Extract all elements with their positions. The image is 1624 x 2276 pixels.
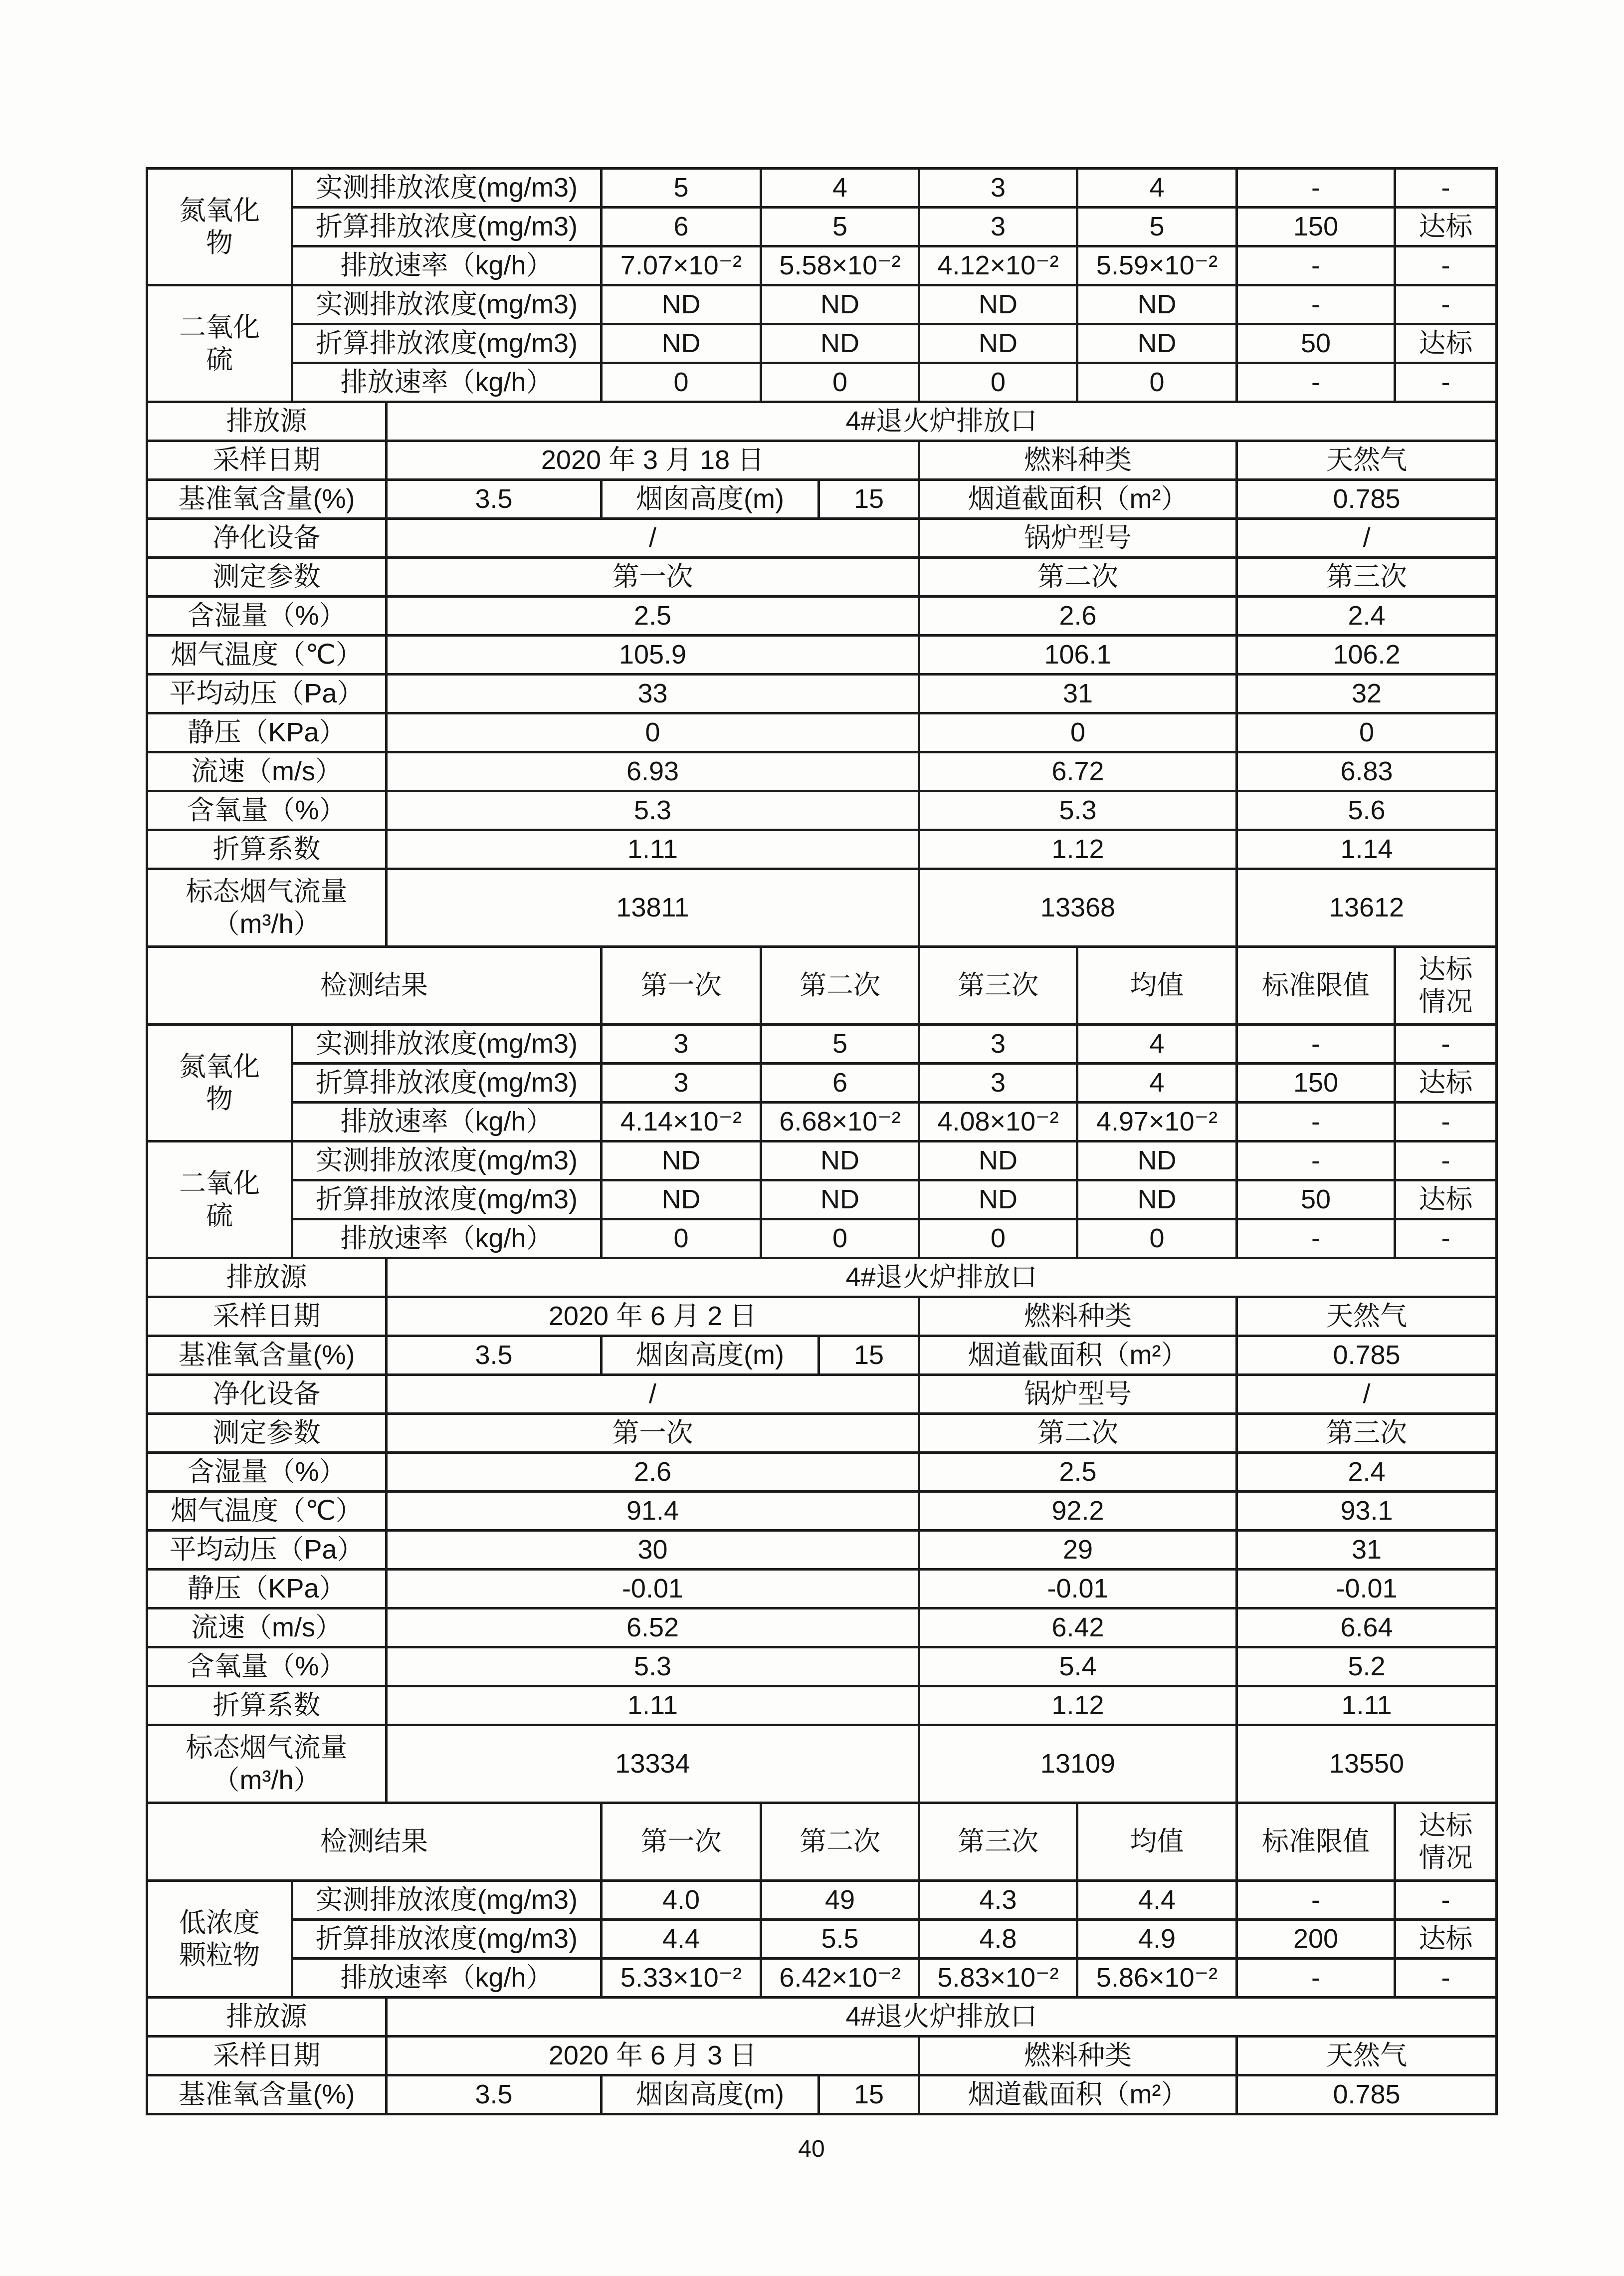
mean-value: 0 [1077,1219,1237,1258]
boiler-model-label: 锅炉型号 [919,519,1237,558]
purification-equipment-label: 净化设备 [147,1375,387,1414]
third-run-value: 3 [919,1025,1077,1064]
third-run-value: 3 [919,169,1077,208]
sampling-date-label: 采样日期 [147,2037,387,2075]
measurement-parameter: 流速（m/s） [147,1608,387,1647]
boiler-model-value: / [1237,1375,1497,1414]
measurement-parameters-label: 测定参数 [147,558,387,597]
compliance-status: - [1395,169,1497,208]
standard-limit-value: 50 [1237,324,1395,363]
first-run-value: 0 [602,1219,761,1258]
second-run-value: 31 [919,675,1237,713]
third-run-value: 1.11 [1237,1686,1497,1725]
fuel-type-value: 天然气 [1237,2037,1497,2075]
second-run-value: 6.72 [919,752,1237,791]
standard-limit-value: 50 [1237,1180,1395,1219]
measurement-row [147,830,1497,869]
second-run-value: 92.2 [919,1492,1237,1531]
second-run-value: 0 [919,713,1237,752]
compliance-header [1395,947,1497,1025]
second-run-value: 2.5 [919,1453,1237,1492]
stack-height-value: 15 [819,2075,919,2114]
pollutant-label [147,169,292,285]
third-run-value: 4.3 [919,1881,1077,1920]
emission-source-value: 4#退火炉排放口 [387,402,1497,441]
standard-limit-value: 150 [1237,208,1395,246]
third-run-value: 4.12×10⁻² [919,246,1077,285]
first-run-header: 第一次 [602,1803,761,1881]
result-parameter: 排放速率（kg/h） [292,1219,602,1258]
reference-oxygen-value: 3.5 [387,2075,602,2114]
measurement-parameter: 折算系数 [147,830,387,869]
second-run-value: 0 [761,1219,919,1258]
first-run-header: 第一次 [602,947,761,1025]
standard-limit-value: 200 [1237,1920,1395,1959]
first-run-value: 13334 [387,1725,919,1803]
report-page [146,167,1495,2163]
mean-header: 均值 [1077,1803,1237,1881]
emission-source-label: 排放源 [147,1998,387,2037]
result-parameter: 排放速率（kg/h） [292,246,602,285]
compliance-status: - [1395,1881,1497,1920]
purification-row [147,519,1497,558]
first-run-value: 4.14×10⁻² [602,1103,761,1141]
emission-source-label: 排放源 [147,1258,387,1297]
compliance-status: - [1395,285,1497,324]
first-run-value: 5.3 [387,791,919,830]
second-run-value: 1.12 [919,1686,1237,1725]
standard-limit-value: - [1237,169,1395,208]
reference-oxygen-value: 3.5 [387,480,602,519]
mean-value: 5.59×10⁻² [1077,246,1237,285]
reference-oxygen-value: 3.5 [387,1336,602,1375]
measurement-row [147,1531,1497,1570]
third-run-value: 2.4 [1237,597,1497,636]
measurement-row [147,1647,1497,1686]
second-run-value: 6.42×10⁻² [761,1959,919,1998]
third-run-value: 32 [1237,675,1497,713]
first-run-value: 1.11 [387,1686,919,1725]
compliance-status: - [1395,1025,1497,1064]
second-run-value: 13109 [919,1725,1237,1803]
sampling-date-row [147,1297,1497,1336]
measurement-parameter: 折算系数 [147,1686,387,1725]
second-run-value: 5.3 [919,791,1237,830]
pollutant-result-row [147,1920,1497,1959]
measurement-parameter: 流速（m/s） [147,752,387,791]
third-run-value: 3 [919,1064,1077,1103]
reference-oxygen-label: 基准氧含量(%) [147,2075,387,2114]
measurement-parameter: 烟气温度（℃） [147,1492,387,1531]
compliance-status: - [1395,363,1497,402]
third-run-header: 第三次 [919,1803,1077,1881]
stack-height-label: 烟囱高度(m) [602,2075,819,2114]
boiler-model-label: 锅炉型号 [919,1375,1237,1414]
pollutant-label-text: 低浓度颗粒物 [179,1907,260,1970]
compliance-status: - [1395,1103,1497,1141]
measurement-parameter: 静压（KPa） [147,1570,387,1608]
measurement-parameter: 含湿量（%） [147,1453,387,1492]
reference-oxygen-row [147,2075,1497,2114]
pollutant-result-row [147,324,1497,363]
mean-value: ND [1077,1180,1237,1219]
emission-monitoring-table [146,167,1498,2115]
result-parameter: 折算排放浓度(mg/m3) [292,1920,602,1959]
result-parameter: 排放速率（kg/h） [292,1103,602,1141]
measurement-parameter: 平均动压（Pa） [147,675,387,713]
flue-area-value: 0.785 [1237,480,1497,519]
first-run-value: 0 [387,713,919,752]
measurement-parameter [147,1725,387,1803]
third-run-value: 0 [1237,713,1497,752]
flue-area-value: 0.785 [1237,2075,1497,2114]
standard-limit-value: - [1237,1141,1395,1180]
standard-limit-value: - [1237,1103,1395,1141]
second-run-value: 5 [761,1025,919,1064]
measurement-row [147,1608,1497,1647]
second-run-value: 0 [761,363,919,402]
first-run-value: 4.0 [602,1881,761,1920]
second-run-value: 6 [761,1064,919,1103]
compliance-status: 达标 [1395,1064,1497,1103]
measurement-row [147,1453,1497,1492]
first-run-value: ND [602,324,761,363]
third-run-value: 0 [919,363,1077,402]
result-parameter: 实测排放浓度(mg/m3) [292,1141,602,1180]
second-run-value: 106.1 [919,636,1237,675]
second-run-value: 1.12 [919,830,1237,869]
reference-oxygen-label: 基准氧含量(%) [147,1336,387,1375]
second-run-header: 第二次 [919,558,1237,597]
mean-header: 均值 [1077,947,1237,1025]
third-run-value: 13550 [1237,1725,1497,1803]
compliance-header-text: 达标情况 [1419,1810,1473,1873]
measurement-parameter: 烟气温度（℃） [147,636,387,675]
third-run-value: 106.2 [1237,636,1497,675]
second-run-value: ND [761,1180,919,1219]
compliance-status: - [1395,246,1497,285]
pollutant-label [147,1881,292,1998]
measurement-parameter-text: 标态烟气流量（m³/h） [186,876,348,939]
mean-value: 4.4 [1077,1881,1237,1920]
first-run-value: 0 [602,363,761,402]
pollutant-label [147,1141,292,1258]
result-parameter: 实测排放浓度(mg/m3) [292,1881,602,1920]
first-run-value: 4.4 [602,1920,761,1959]
second-run-value: 6.68×10⁻² [761,1103,919,1141]
mean-value: 4 [1077,1025,1237,1064]
compliance-header-text: 达标情况 [1419,954,1473,1017]
results-header-row [147,1803,1497,1881]
reference-oxygen-row [147,1336,1497,1375]
measurement-parameter: 含湿量（%） [147,597,387,636]
mean-value: 4 [1077,169,1237,208]
standard-limit-value: - [1237,363,1395,402]
pollutant-result-row [147,1959,1497,1998]
first-run-value: 30 [387,1531,919,1570]
mean-value: ND [1077,1141,1237,1180]
measurement-row [147,1686,1497,1725]
compliance-header [1395,1803,1497,1881]
measurement-row [147,752,1497,791]
measurement-row [147,597,1497,636]
first-run-value: 2.5 [387,597,919,636]
purification-equipment-value: / [387,519,919,558]
fuel-type-value: 天然气 [1237,441,1497,480]
second-run-value: ND [761,1141,919,1180]
results-header-label: 检测结果 [147,947,602,1025]
measurement-row [147,1570,1497,1608]
purification-row [147,1375,1497,1414]
stack-height-label: 烟囱高度(m) [602,480,819,519]
measurement-parameter: 含氧量（%） [147,791,387,830]
second-run-value: 6.42 [919,1608,1237,1647]
standard-limit-value: - [1237,1881,1395,1920]
first-run-value: 33 [387,675,919,713]
flue-area-value: 0.785 [1237,1336,1497,1375]
page-number: 40 [798,2136,825,2162]
measurement-parameter: 平均动压（Pa） [147,1531,387,1570]
results-header-label: 检测结果 [147,1803,602,1881]
sampling-date-value: 2020 年 6 月 2 日 [387,1297,919,1336]
mean-value: 5 [1077,208,1237,246]
first-run-value: 6.52 [387,1608,919,1647]
stack-height-value: 15 [819,480,919,519]
third-run-value: 4.8 [919,1920,1077,1959]
fuel-type-label: 燃料种类 [919,1297,1237,1336]
mean-value: 5.86×10⁻² [1077,1959,1237,1998]
result-parameter: 实测排放浓度(mg/m3) [292,285,602,324]
second-run-value: 5.4 [919,1647,1237,1686]
first-run-value: 91.4 [387,1492,919,1531]
first-run-value: -0.01 [387,1570,919,1608]
first-run-value: 6.93 [387,752,919,791]
reference-oxygen-label: 基准氧含量(%) [147,480,387,519]
mean-value: 4.9 [1077,1920,1237,1959]
pollutant-result-row [147,285,1497,324]
pollutant-result-row [147,1064,1497,1103]
first-run-value: ND [602,1141,761,1180]
second-run-value: 13368 [919,869,1237,947]
reference-oxygen-row [147,480,1497,519]
third-run-value: 0 [919,1219,1077,1258]
purification-equipment-label: 净化设备 [147,519,387,558]
sampling-date-row [147,2037,1497,2075]
third-run-value: 31 [1237,1531,1497,1570]
measurement-row [147,869,1497,947]
standard-limit-value: 150 [1237,1064,1395,1103]
measurement-row [147,791,1497,830]
third-run-header: 第三次 [919,947,1077,1025]
flue-area-label: 烟道截面积（m²） [919,2075,1237,2114]
measurement-row [147,675,1497,713]
second-run-value: ND [761,285,919,324]
third-run-value: 6.64 [1237,1608,1497,1647]
standard-limit-value: - [1237,1959,1395,1998]
result-parameter: 实测排放浓度(mg/m3) [292,169,602,208]
second-run-header: 第二次 [761,947,919,1025]
standard-limit-header: 标准限值 [1237,1803,1395,1881]
measurement-parameters-label: 测定参数 [147,1414,387,1453]
fuel-type-label: 燃料种类 [919,2037,1237,2075]
measurement-row [147,1492,1497,1531]
boiler-model-value: / [1237,519,1497,558]
stack-height-label: 烟囱高度(m) [602,1336,819,1375]
third-run-value: 5.2 [1237,1647,1497,1686]
first-run-header: 第一次 [387,558,919,597]
emission-source-row [147,1998,1497,2037]
second-run-header: 第二次 [761,1803,919,1881]
standard-limit-value: - [1237,1219,1395,1258]
first-run-value: 13811 [387,869,919,947]
third-run-value: ND [919,324,1077,363]
sampling-date-value: 2020 年 3 月 18 日 [387,441,919,480]
second-run-value: 5.58×10⁻² [761,246,919,285]
compliance-status: 达标 [1395,208,1497,246]
third-run-value: 13612 [1237,869,1497,947]
third-run-value: ND [919,285,1077,324]
first-run-value: 5.3 [387,1647,919,1686]
pollutant-result-row [147,1025,1497,1064]
third-run-value: 4.08×10⁻² [919,1103,1077,1141]
pollutant-result-row [147,169,1497,208]
pollutant-result-row [147,1103,1497,1141]
measurement-parameter: 含氧量（%） [147,1647,387,1686]
emission-source-row [147,1258,1497,1297]
measurement-parameter [147,869,387,947]
pollutant-result-row [147,363,1497,402]
pollutant-label [147,285,292,402]
emission-source-value: 4#退火炉排放口 [387,1998,1497,2037]
pollutant-label-text: 二氧化硫 [179,312,260,375]
purification-equipment-value: / [387,1375,919,1414]
sampling-date-row [147,441,1497,480]
second-run-value: 4 [761,169,919,208]
third-run-header: 第三次 [1237,558,1497,597]
standard-limit-header: 标准限值 [1237,947,1395,1025]
measurement-header-row [147,1414,1497,1453]
mean-value: ND [1077,324,1237,363]
measurement-parameter-text: 标态烟气流量（m³/h） [186,1732,348,1795]
pollutant-result-row [147,1141,1497,1180]
first-run-value: ND [602,285,761,324]
mean-value: ND [1077,285,1237,324]
result-parameter: 折算排放浓度(mg/m3) [292,208,602,246]
first-run-value: 3 [602,1064,761,1103]
mean-value: 4 [1077,1064,1237,1103]
third-run-value: 1.14 [1237,830,1497,869]
second-run-header: 第二次 [919,1414,1237,1453]
measurement-row [147,713,1497,752]
second-run-value: 2.6 [919,597,1237,636]
pollutant-label [147,1025,292,1141]
first-run-value: 5.33×10⁻² [602,1959,761,1998]
first-run-value: 5 [602,169,761,208]
standard-limit-value: - [1237,1025,1395,1064]
fuel-type-value: 天然气 [1237,1297,1497,1336]
third-run-value: 93.1 [1237,1492,1497,1531]
sampling-date-label: 采样日期 [147,1297,387,1336]
first-run-header: 第一次 [387,1414,919,1453]
pollutant-label-text: 二氧化硫 [179,1168,260,1231]
measurement-row [147,636,1497,675]
emission-source-row [147,402,1497,441]
first-run-value: 1.11 [387,830,919,869]
standard-limit-value: - [1237,246,1395,285]
second-run-value: 49 [761,1881,919,1920]
compliance-status: 达标 [1395,1180,1497,1219]
result-parameter: 实测排放浓度(mg/m3) [292,1025,602,1064]
result-parameter: 折算排放浓度(mg/m3) [292,1180,602,1219]
measurement-header-row [147,558,1497,597]
flue-area-label: 烟道截面积（m²） [919,480,1237,519]
first-run-value: 3 [602,1025,761,1064]
emission-source-value: 4#退火炉排放口 [387,1258,1497,1297]
sampling-date-value: 2020 年 6 月 3 日 [387,2037,919,2075]
first-run-value: 105.9 [387,636,919,675]
second-run-value: 5 [761,208,919,246]
first-run-value: 6 [602,208,761,246]
pollutant-label-text: 氮氧化物 [179,1051,260,1114]
second-run-value: ND [761,324,919,363]
compliance-status: - [1395,1959,1497,1998]
third-run-value: 5.83×10⁻² [919,1959,1077,1998]
third-run-value: -0.01 [1237,1570,1497,1608]
pollutant-result-row [147,1180,1497,1219]
third-run-value: 5.6 [1237,791,1497,830]
pollutant-label-text: 氮氧化物 [179,195,260,258]
first-run-value: ND [602,1180,761,1219]
first-run-value: 2.6 [387,1453,919,1492]
results-header-row [147,947,1497,1025]
sampling-date-label: 采样日期 [147,441,387,480]
second-run-value: -0.01 [919,1570,1237,1608]
fuel-type-label: 燃料种类 [919,441,1237,480]
stack-height-value: 15 [819,1336,919,1375]
compliance-status: 达标 [1395,1920,1497,1959]
third-run-header: 第三次 [1237,1414,1497,1453]
pollutant-result-row [147,1881,1497,1920]
third-run-value: 6.83 [1237,752,1497,791]
result-parameter: 排放速率（kg/h） [292,363,602,402]
pollutant-result-row [147,208,1497,246]
table-body [147,169,1497,2114]
second-run-value: 29 [919,1531,1237,1570]
pollutant-result-row [147,246,1497,285]
measurement-parameter: 静压（KPa） [147,713,387,752]
first-run-value: 7.07×10⁻² [602,246,761,285]
result-parameter: 折算排放浓度(mg/m3) [292,1064,602,1103]
third-run-value: 2.4 [1237,1453,1497,1492]
mean-value: 4.97×10⁻² [1077,1103,1237,1141]
compliance-status: - [1395,1141,1497,1180]
second-run-value: 5.5 [761,1920,919,1959]
compliance-status: - [1395,1219,1497,1258]
standard-limit-value: - [1237,285,1395,324]
third-run-value: 3 [919,208,1077,246]
mean-value: 0 [1077,363,1237,402]
compliance-status: 达标 [1395,324,1497,363]
result-parameter: 排放速率（kg/h） [292,1959,602,1998]
third-run-value: ND [919,1180,1077,1219]
emission-source-label: 排放源 [147,402,387,441]
third-run-value: ND [919,1141,1077,1180]
pollutant-result-row [147,1219,1497,1258]
measurement-row [147,1725,1497,1803]
flue-area-label: 烟道截面积（m²） [919,1336,1237,1375]
result-parameter: 折算排放浓度(mg/m3) [292,324,602,363]
